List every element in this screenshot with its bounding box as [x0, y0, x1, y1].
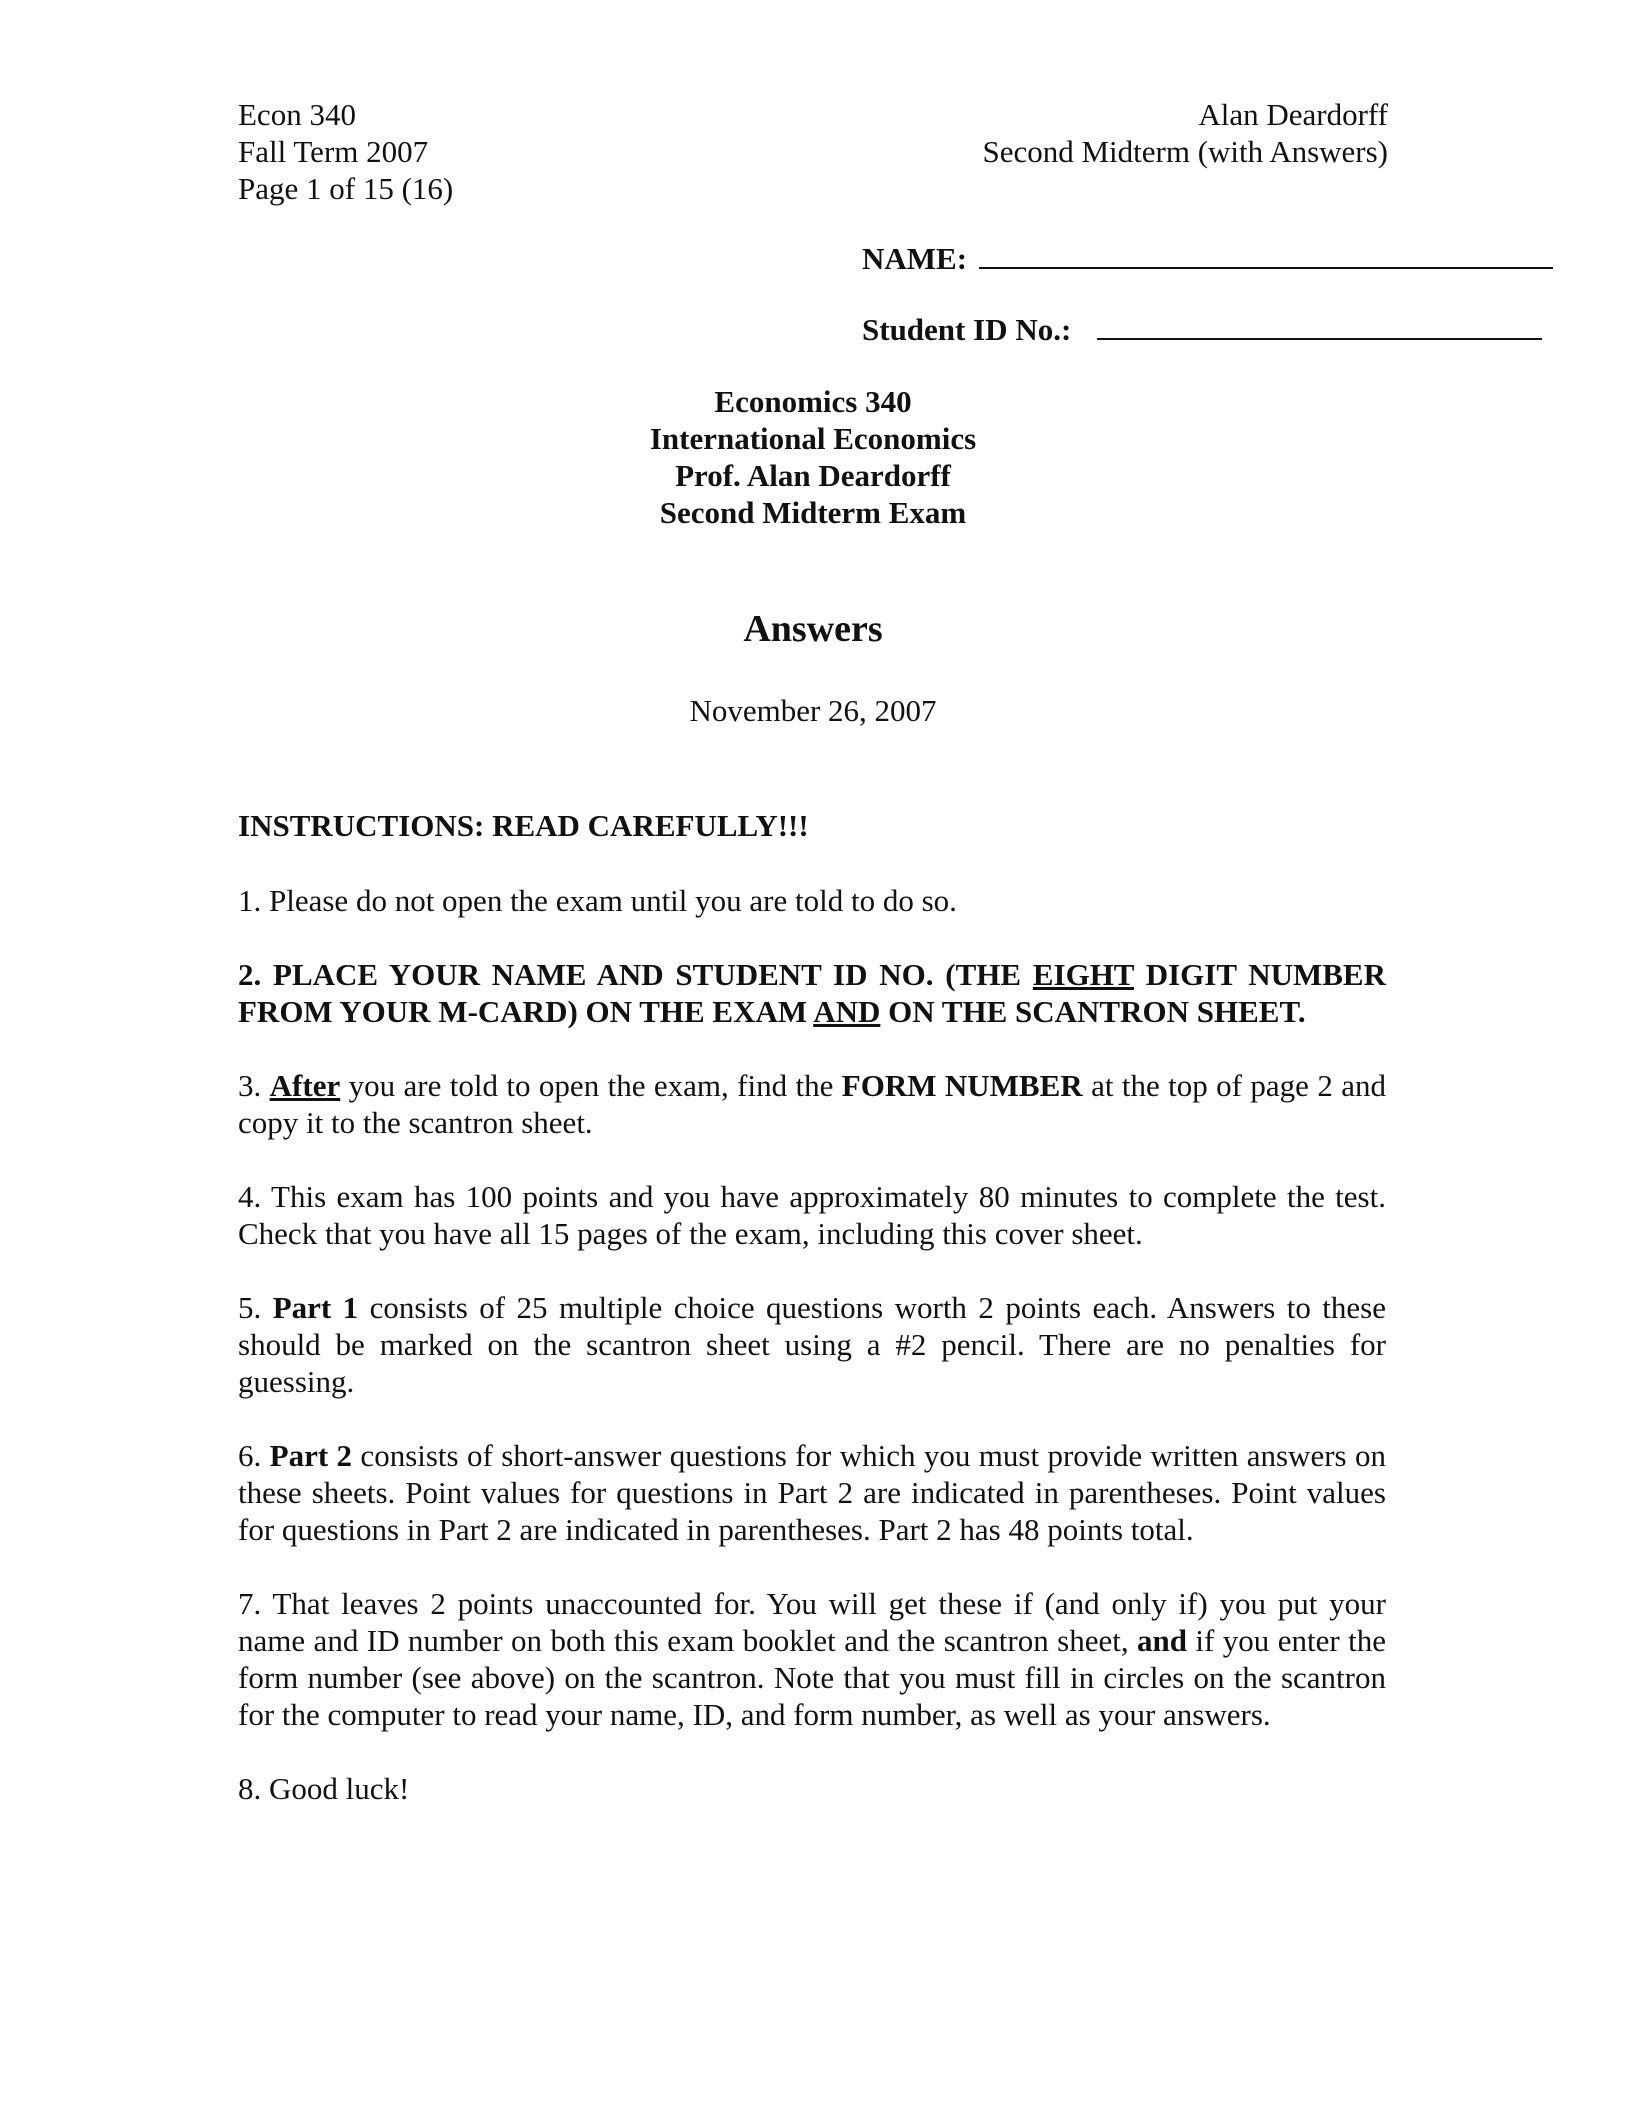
instruction-2-text: 2. PLACE YOUR NAME AND STUDENT ID NO. (THE [238, 957, 1033, 992]
instruction-3-text: you are told to open the exam, find the [340, 1068, 842, 1103]
instruction-5-emphasis: Part 1 [272, 1290, 359, 1325]
instructions [238, 807, 1386, 1844]
student-id-label: Student ID No.: [862, 312, 1072, 347]
instruction-1: 1. Please do not open the exam until you are told to do so. [238, 883, 957, 918]
instruction-7-text: if you enter the form number (see above) on the scantron. Note that you must fill in circles on the scantron for the computer to read your name, ID, and form number, as well as your answers. [238, 1623, 1386, 1732]
author: Alan Deardorff [1198, 97, 1388, 132]
instruction-2-text: ON THE SCANTRON SHEET. [880, 994, 1306, 1029]
instruction-3-emphasis: After [269, 1068, 341, 1103]
course-code: Econ 340 [238, 97, 356, 132]
instruction-3-text: 3. [238, 1068, 270, 1103]
instruction-5-text: 5. [238, 1290, 273, 1325]
instruction-3-text: at the top of page 2 and copy it to the scantron sheet. [238, 1068, 1386, 1140]
instruction-3 [238, 1067, 1386, 1141]
professor: Prof. Alan Deardorff [675, 458, 951, 493]
page-number: Page 1 of 15 (16) [238, 171, 454, 206]
exam-date: November 26, 2007 [689, 693, 937, 728]
name-field [862, 240, 1553, 277]
instruction-4: 4. This exam has 100 points and you have approximately 80 minutes to complete the test. Check that you have all 15 pages of the exam, including this cover sheet. [238, 1179, 1386, 1251]
instructions-heading: INSTRUCTIONS: READ CAREFULLY!!! [238, 808, 809, 843]
instruction-3-emphasis: FORM NUMBER [841, 1068, 1083, 1103]
answers-heading: Answers [743, 608, 883, 650]
instruction-6-text: 6. [238, 1438, 270, 1473]
instruction-7-emphasis: and [1137, 1623, 1187, 1658]
instruction-7 [238, 1585, 1386, 1733]
instruction-2 [238, 956, 1386, 1030]
instruction-6-emphasis: Part 2 [269, 1438, 353, 1473]
name-label: NAME: [862, 241, 968, 276]
instruction-6-text: consists of short-answer questions for which you must provide written answers on these sheets. Point values for questions in Part 2 are indicated in parentheses. Point values for questions in Part 2 are indicated in parentheses. Part 2 has 48 points total. [238, 1438, 1386, 1547]
course-subtitle: International Economics [649, 421, 977, 456]
instruction-2-text: DIGIT NUMBER FROM YOUR M-CARD) ON THE EXAM [238, 957, 1386, 1029]
instruction-5-text: consists of 25 multiple choice questions worth 2 points each. Answers to these should be marked on the scantron sheet using a #2 pencil. There are no penalties for guessing. [238, 1290, 1386, 1399]
header-right [982, 96, 1388, 170]
name-blank-line [979, 241, 1553, 269]
instruction-2-emphasis: AND [813, 994, 881, 1029]
student-id-field [862, 311, 1542, 348]
instruction-6 [238, 1437, 1386, 1548]
term: Fall Term 2007 [238, 134, 429, 169]
title-block [0, 383, 1626, 531]
instruction-8: 8. Good luck! [238, 1771, 410, 1806]
exam-type: Second Midterm (with Answers) [982, 134, 1388, 169]
instruction-7-text: 7. That leaves 2 points unaccounted for. You will get these if (and only if) you put your name and ID number on both this exam booklet and the scantron sheet, [238, 1586, 1386, 1658]
instruction-5 [238, 1289, 1386, 1400]
instruction-2-emphasis: EIGHT [1032, 957, 1134, 992]
header-left [238, 96, 453, 207]
student-id-blank-line [1097, 312, 1542, 340]
exam-name: Second Midterm Exam [659, 495, 967, 530]
course-title: Economics 340 [714, 384, 912, 419]
